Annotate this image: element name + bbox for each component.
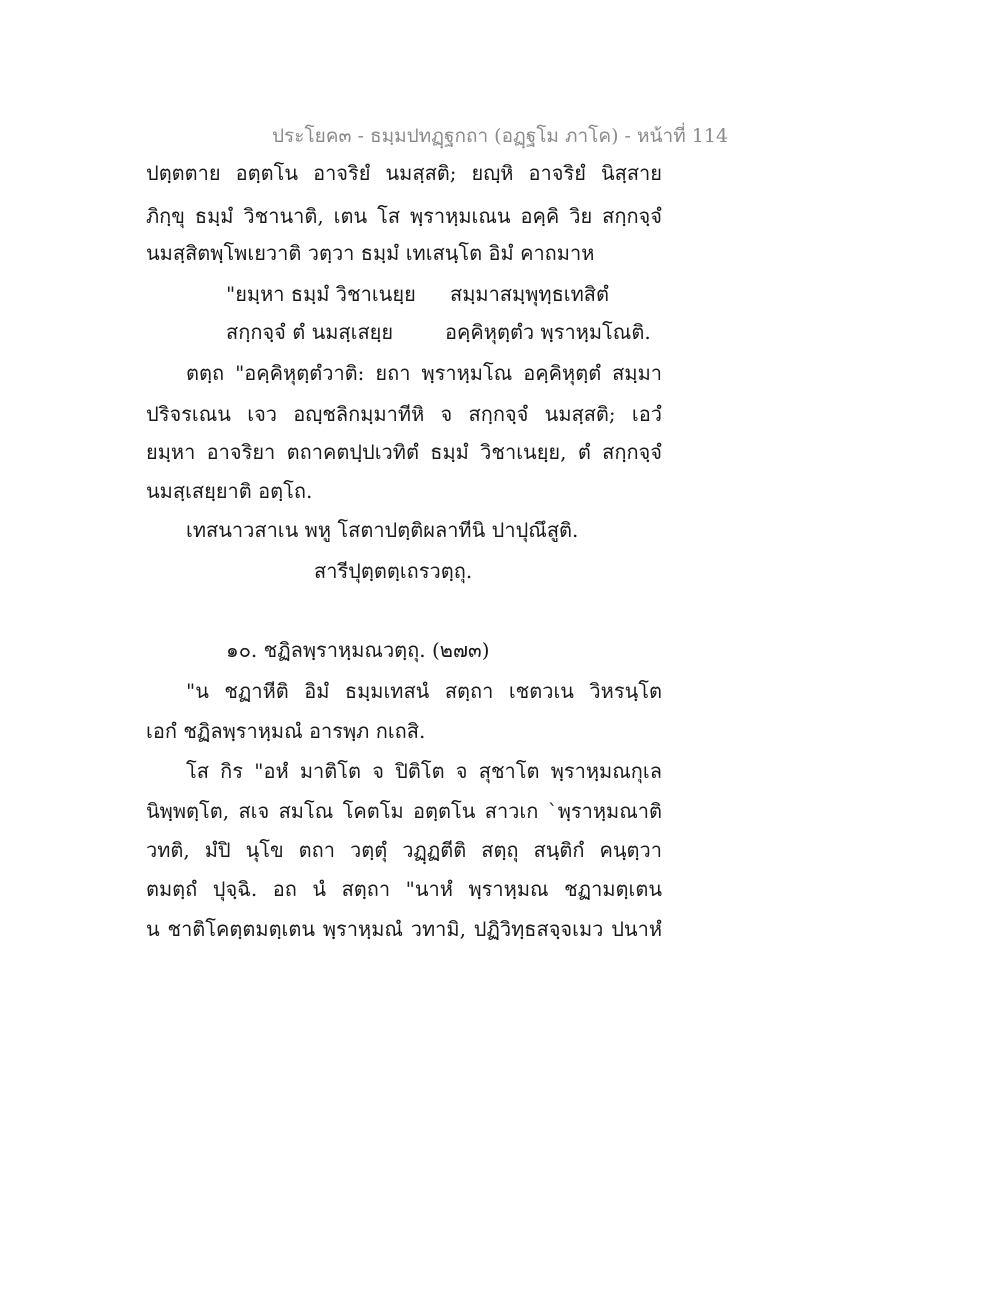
text-line: ปตฺตตาย อตฺตโน อาจริยํ นมสฺสติ; ยญฺหิ อาจริยํ นิสฺสาย (146, 161, 662, 185)
story-title: ๑๐. ชฏิลพฺราหฺมณวตฺถุ. (๒๗๓) (226, 638, 490, 662)
running-header: ประโยค๓ - ธมฺมปทฏฺฐกถา (อฏฺฐโม ภาโค) - หน้าที่ 114 (271, 125, 729, 147)
verse-hemistich: สมฺมาสมฺพุทฺธเทสิตํ (450, 282, 609, 306)
verse-hemistich: สกฺกจฺจํ ตํ นมสฺเสยฺย (226, 320, 394, 344)
verse-line-1 (226, 278, 609, 310)
text-line: นิพฺพตฺโต, สเจ สมโณ โคตโม อตฺตโน สาวเก `พฺราหฺมณาติ (146, 799, 662, 823)
text-line: ตตฺถ "อคฺคิหุตฺตํวาติ: ยถา พฺราหฺมโณ อคฺคิหุตฺตํ สมฺมา (186, 361, 662, 385)
text-line: วทติ, มํปิ นุโข ตถา วตฺตุํ วฏฺฏตีติ สตฺถุ สนฺติกํ คนฺตฺวา (146, 838, 662, 862)
story-end-title: สารีปุตฺตตฺเถรวตฺถุ. (314, 559, 473, 583)
text-line: เทสนาวสาเน พหู โสตาปตฺติผลาทีนิ ปาปุณึสูติ. (186, 518, 579, 542)
text-line: ตมตฺถํ ปุจฺฉิ. อถ นํ สตฺถา "นาหํ พฺราหฺมณ ชฏามตฺเตน (146, 877, 662, 901)
text-line: ภิกฺขุ ธมฺมํ วิชานาติ, เตน โส พฺราหฺมเณน อคฺคิ วิย สกฺกจฺจํ (146, 204, 662, 228)
text-line: เอกํ ชฏิลพฺราหฺมณํ อารพฺภ กเถสิ. (146, 719, 426, 743)
text-line: น ชาติโคตฺตมตฺเตน พฺราหฺมณํ วทามิ, ปฏิวิทฺธสจฺจเมว ปนาหํ (146, 917, 662, 941)
verse-hemistich: "ยมฺหา ธมฺมํ วิชาเนยฺย (226, 282, 416, 306)
text-line: ปริจรเณน เจว อญฺชลิกมฺมาทีหิ จ สกฺกจฺจํ นมสฺสติ; เอวํ (146, 402, 662, 426)
text-line: "น ชฏาหีติ อิมํ ธมฺมเทสนํ สตฺถา เชตวเน วิหรนฺโต (186, 679, 662, 703)
text-line: นมสฺสิตพฺโพเยวาติ วตฺวา ธมฺมํ เทเสนฺโต อิมํ คาถมาห (146, 241, 595, 265)
text-line: นมสฺเสยฺยาติ อตฺโถ. (146, 479, 313, 503)
text-line: ยมฺหา อาจริยา ตถาคตปฺปเวทิตํ ธมฺมํ วิชาเนยฺย, ตํ สกฺกจฺจํ (146, 440, 662, 464)
text-line: โส กิร "อหํ มาติโต จ ปิติโต จ สุชาโต พฺราหฺมณกุเล (186, 759, 662, 783)
verse-line-2 (226, 316, 651, 348)
verse-hemistich: อคฺคิหุตฺตํว พฺราหฺมโณติ. (445, 320, 651, 344)
